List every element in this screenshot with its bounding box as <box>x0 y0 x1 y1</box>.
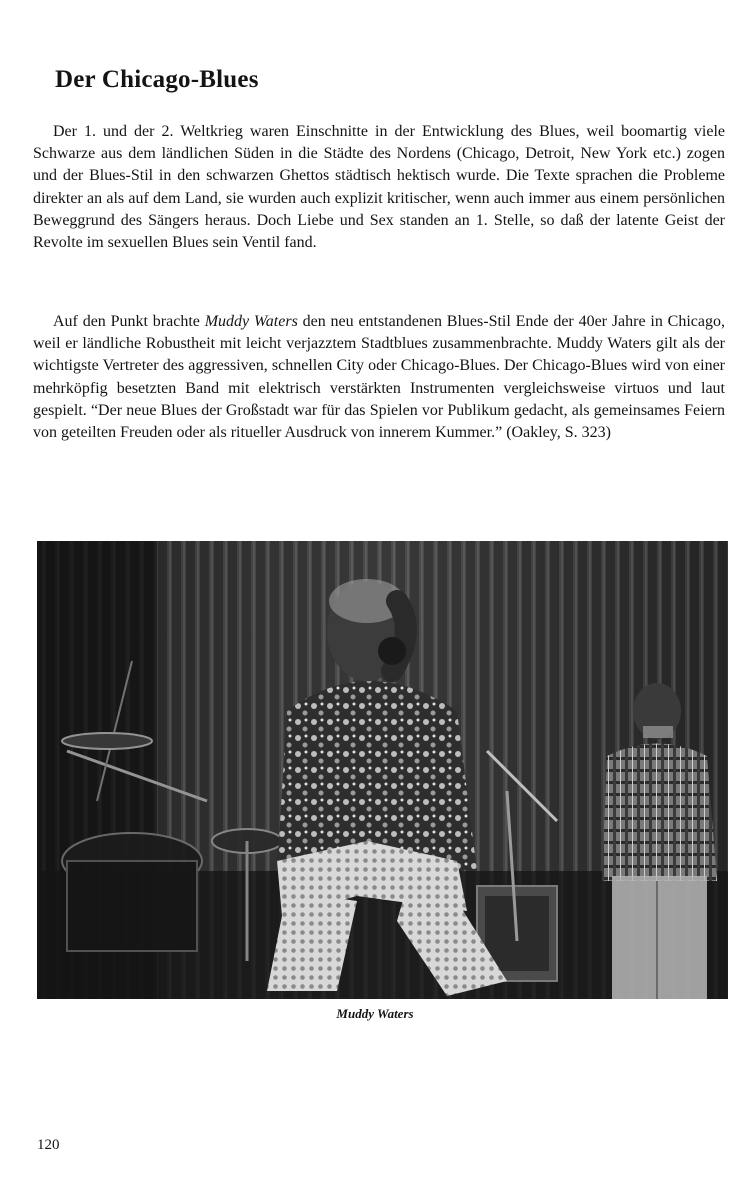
concert-photo <box>37 541 728 999</box>
paragraph-2-intro: Auf den Punkt brachte <box>53 313 205 330</box>
page-number: 120 <box>37 1137 60 1153</box>
paragraph-2-body: den neu entstandenen Blues-Stil Ende der 40er Jahre in Chicago, weil er ländliche Robustheit mit leicht verjazztem Stadtblues zusammenbrachte. Muddy Waters gilt als der wichtigste Vertreter des aggressiven, schnellen City oder Chicago-Blues. Der Chicago-Blues wird von einer mehrköpfig besetzten Band mit elektrisch verstärkten Instrumenten vergleichsweise virtuos und laut gespielt. “Der neue Blues der Großstadt war für das Spielen vor Publikum gedacht, als gemeinsames Feiern von geteilten Freuden oder als ritueller Ausdruck von innerem Kummer.” (Oakley, S. 323) <box>33 313 725 442</box>
artist-name-emphasis: Muddy Waters <box>204 313 298 330</box>
section-heading: Der Chicago-Blues <box>55 66 259 93</box>
paragraph-2 <box>33 311 725 444</box>
photo-caption: Muddy Waters <box>336 1006 414 1021</box>
paragraph-1: Der 1. und der 2. Weltkrieg waren Einschnitte in der Entwicklung des Blues, weil boomartig viele Schwarze aus dem ländlichen Süden in die Städte des Nordens (Chicago, Detroit, New York etc.) zogen und der Blues-Stil in den schwarzen Ghettos städtisch hektisch wurde. Die Texte sprachen die Probleme direkter an als auf dem Land, sie wurden auch explizit kritischer, wenn auch immer aus einem persönlichen Beweggrund des Sängers heraus. Doch Liebe und Sex standen an 1. Stelle, so daß der latente Geist der Revolte im sexuellen Blues sein Ventil fand. <box>33 123 725 252</box>
